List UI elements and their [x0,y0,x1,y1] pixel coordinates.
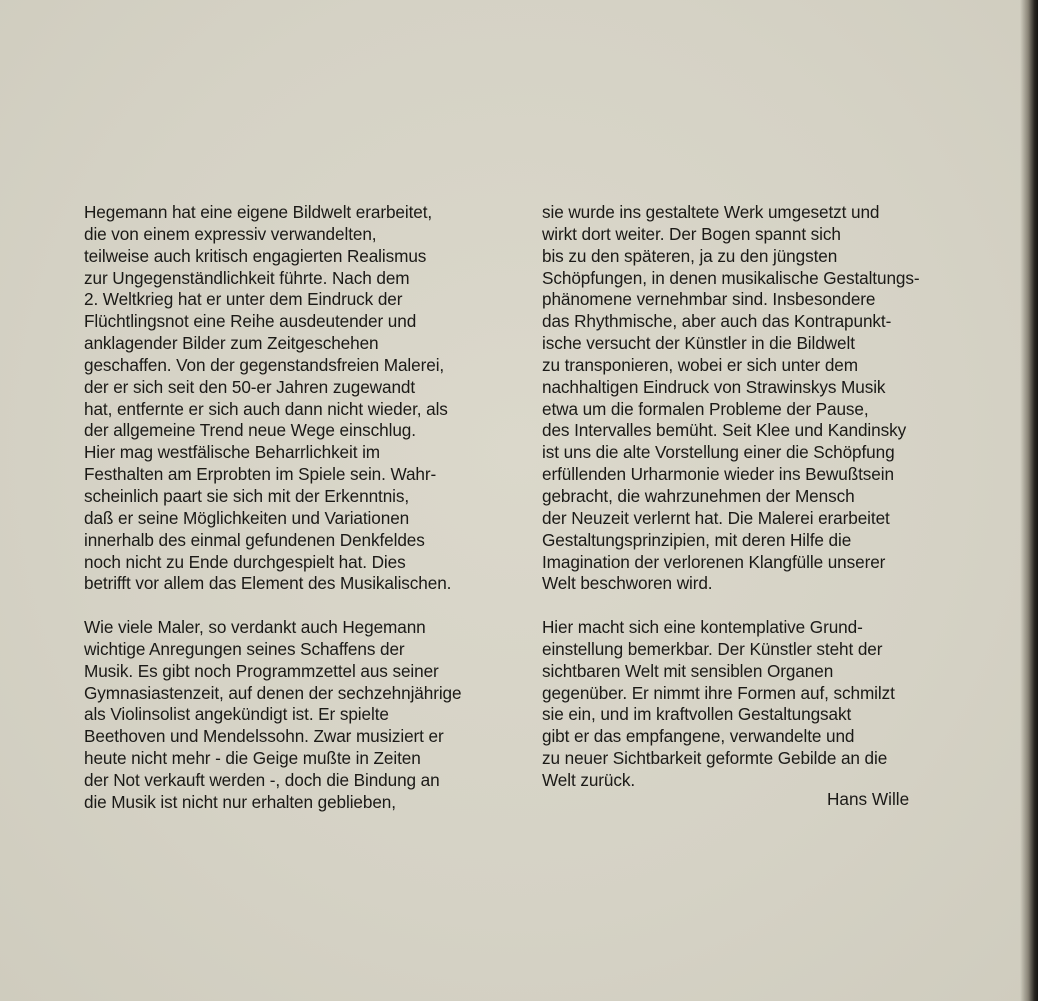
text-line: nachhaltigen Eindruck von Strawinskys Musik [542,376,886,397]
text-line: 2. Weltkrieg hat er unter dem Eindruck der [84,289,403,310]
text-line: einstellung bemerkbar. Der Künstler steht der [542,638,883,659]
text-line: daß er seine Möglichkeiten und Variationen [84,507,410,528]
text-line: anklagender Bilder zum Zeitgeschehen [84,333,379,354]
right-paragraph-1 [542,202,919,595]
text-line: Imagination der verlorenen Klangfülle unserer [542,551,886,572]
left-text-column [84,202,461,814]
text-line: die von einem expressiv verwandelten, [84,223,377,244]
text-line: betrifft vor allem das Element des Musikalischen. [84,573,452,594]
text-line: hat, entfernte er sich auch dann nicht wieder, als [84,398,448,419]
text-line: scheinlich paart sie sich mit der Erkenntnis, [84,485,410,506]
text-line: Schöpfungen, in denen musikalische Gestaltungs- [542,267,920,288]
text-line: heute nicht mehr - die Geige mußte in Zeiten [84,748,421,769]
text-line: als Violinsolist angekündigt ist. Er spielte [84,704,389,725]
text-line: Flüchtlingsnot eine Reihe ausdeutender und [84,311,417,332]
text-line: der Neuzeit verlernt hat. Die Malerei erarbeitet [542,507,890,528]
right-paragraph-2 [542,617,919,792]
left-paragraph-2 [84,617,461,814]
text-line: der Not verkauft werden -, doch die Bindung an [84,769,440,790]
author-signature: Hans Wille [827,789,910,809]
text-line: erfüllenden Urharmonie wieder ins Bewußtsein [542,464,894,485]
text-line: Welt beschworen wird. [542,573,713,594]
text-line: der er sich seit den 50-er Jahren zugewandt [84,376,416,397]
text-line: das Rhythmische, aber auch das Kontrapunkt- [542,311,892,332]
text-line: gebracht, die wahrzunehmen der Mensch [542,485,855,506]
text-line: ische versucht der Künstler in die Bildwelt [542,333,855,354]
paragraph-gap [542,595,919,617]
text-line: bis zu den späteren, ja zu den jüngsten [542,245,838,266]
text-line: sie wurde ins gestaltete Werk umgesetzt und [542,202,880,222]
text-line: des Intervalles bemüht. Seit Klee und Kandinsky [542,420,907,441]
text-line: wirkt dort weiter. Der Bogen spannt sich [542,223,841,244]
text-line: ist uns die alte Vorstellung einer die Schöpfung [542,442,895,463]
text-line: Gestaltungsprinzipien, mit deren Hilfe die [542,529,852,550]
text-line: die Musik ist nicht nur erhalten geblieben, [84,791,396,812]
text-line: der allgemeine Trend neue Wege einschlug. [84,420,416,441]
text-line: Hier mag westfälische Beharrlichkeit im [84,442,381,463]
text-line: zur Ungegenständlichkeit führte. Nach dem [84,267,410,288]
text-line: Welt zurück. [542,769,636,790]
text-line: zu transponieren, wobei er sich unter dem [542,354,858,375]
text-line: Gymnasiastenzeit, auf denen der sechzehnjährige [84,682,462,703]
text-line: Wie viele Maler, so verdankt auch Hegemann [84,617,426,638]
text-line: sichtbaren Welt mit sensiblen Organen [542,660,834,681]
text-line: Hegemann hat eine eigene Bildwelt erarbeitet, [84,202,433,222]
text-line: sie ein, und im kraftvollen Gestaltungsakt [542,704,852,725]
right-text-column [542,202,919,792]
text-line: teilweise auch kritisch engagierten Realismus [84,245,427,266]
text-line: Musik. Es gibt noch Programmzettel aus seiner [84,660,439,681]
text-line: wichtige Anregungen seines Schaffens der [84,638,405,659]
text-line: Beethoven und Mendelssohn. Zwar musiziert er [84,726,444,747]
page-edge-shadow [1020,0,1038,1001]
left-paragraph-1 [84,202,461,595]
text-line: Hier macht sich eine kontemplative Grund- [542,617,863,638]
text-line: etwa um die formalen Probleme der Pause, [542,398,869,419]
text-line: gibt er das empfangene, verwandelte und [542,726,855,747]
paragraph-gap [84,595,461,617]
text-line: innerhalb des einmal gefundenen Denkfeldes [84,529,425,550]
text-line: geschaffen. Von der gegenstandsfreien Malerei, [84,354,445,375]
text-line: gegenüber. Er nimmt ihre Formen auf, schmilzt [542,682,895,703]
text-line: phänomene vernehmbar sind. Insbesondere [542,289,876,310]
text-line: zu neuer Sichtbarkeit geformte Gebilde an die [542,748,888,769]
text-line: Festhalten am Erprobten im Spiele sein. Wahr- [84,464,437,485]
text-line: noch nicht zu Ende durchgespielt hat. Dies [84,551,406,572]
